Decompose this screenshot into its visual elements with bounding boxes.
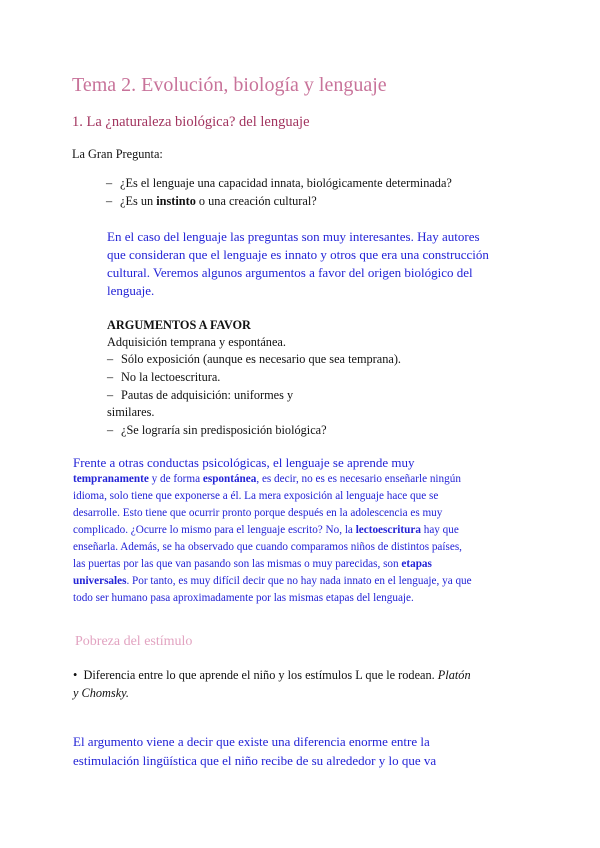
argument-item-4: – ¿Se lograría sin predisposición biológica?: [107, 423, 327, 437]
long-para-line-7: las puertas por las que van pasando son las mismas o muy parecidas, son etapas: [73, 558, 432, 570]
arguments-heading: ARGUMENTOS A FAVOR: [107, 318, 251, 332]
bullet-item-cont: y Chomsky.: [73, 686, 130, 700]
question-item-2: – ¿Es un instinto o una creación cultural?: [106, 194, 317, 208]
argument-item-2: – No la lectoescritura.: [107, 370, 221, 384]
argument-item-3-cont: similares.: [107, 405, 155, 419]
long-para-line-2: tempranamente y de forma espontánea, es decir, no es es necesario enseñarle ningún: [73, 473, 461, 485]
blue-para-line: lenguaje.: [107, 283, 155, 298]
blue-final-line-2: estimulación lingüística que el niño recibe de su alrededor y lo que va: [73, 753, 437, 768]
bullet-icon: •: [73, 668, 78, 682]
long-para-line-8: universales. Por tanto, es muy difícil decir que no hay nada innato en el lenguaje, ya que: [73, 575, 472, 587]
bullet-item: • Diferencia entre lo que aprende el niño y los estímulos L que le rodean. Platón: [73, 668, 471, 682]
dash-symbol: –: [106, 176, 113, 190]
long-para-line-3: idioma, solo tiene que exponerse a él. La mera exposición al lenguaje hace que se: [73, 490, 439, 502]
long-para-line-1: Frente a otras conductas psicológicas, el lenguaje se aprende muy: [73, 455, 415, 470]
blue-para-line: cultural. Veremos algunos argumentos a favor del origen biológico del: [107, 265, 473, 280]
section-heading-1: 1. La ¿naturaleza biológica? del lenguaje: [72, 114, 310, 130]
argument-item-3: – Pautas de adquisición: uniformes y: [107, 388, 294, 402]
question-item-1: – ¿Es el lenguaje una capacidad innata, biológicamente determinada?: [106, 176, 452, 190]
dash-symbol: –: [106, 194, 113, 208]
blue-para-line: que consideran que el lenguaje es innato y otros que era una construcción: [107, 247, 489, 262]
section-heading-2: Pobreza del estímulo: [75, 634, 193, 649]
page-title: Tema 2. Evolución, biología y lenguaje: [72, 74, 387, 96]
long-para-line-4: desarrolle. Esto tiene que ocurrir pronto porque después en la adolescencia es muy: [73, 507, 443, 519]
blue-final-line-1: El argumento viene a decir que existe una diferencia enorme entre la: [73, 734, 430, 749]
argument-item-1: – Sólo exposición (aunque es necesario que sea temprana).: [107, 352, 401, 366]
arguments-intro: Adquisición temprana y espontánea.: [107, 335, 286, 349]
intro-text: La Gran Pregunta:: [72, 147, 163, 161]
long-para-line-9: todo ser humano pasa aproximadamente por las mismas etapas del lenguaje.: [73, 592, 414, 604]
long-para-line-5: complicado. ¿Ocurre lo mismo para el lenguaje escrito? No, la lectoescritura hay que: [73, 524, 459, 536]
blue-para-line: En el caso del lenguaje las preguntas son muy interesantes. Hay autores: [107, 229, 480, 244]
long-para-line-6: enseñarla. Además, se ha observado que cuando comparamos niños de distintos países,: [73, 541, 462, 553]
